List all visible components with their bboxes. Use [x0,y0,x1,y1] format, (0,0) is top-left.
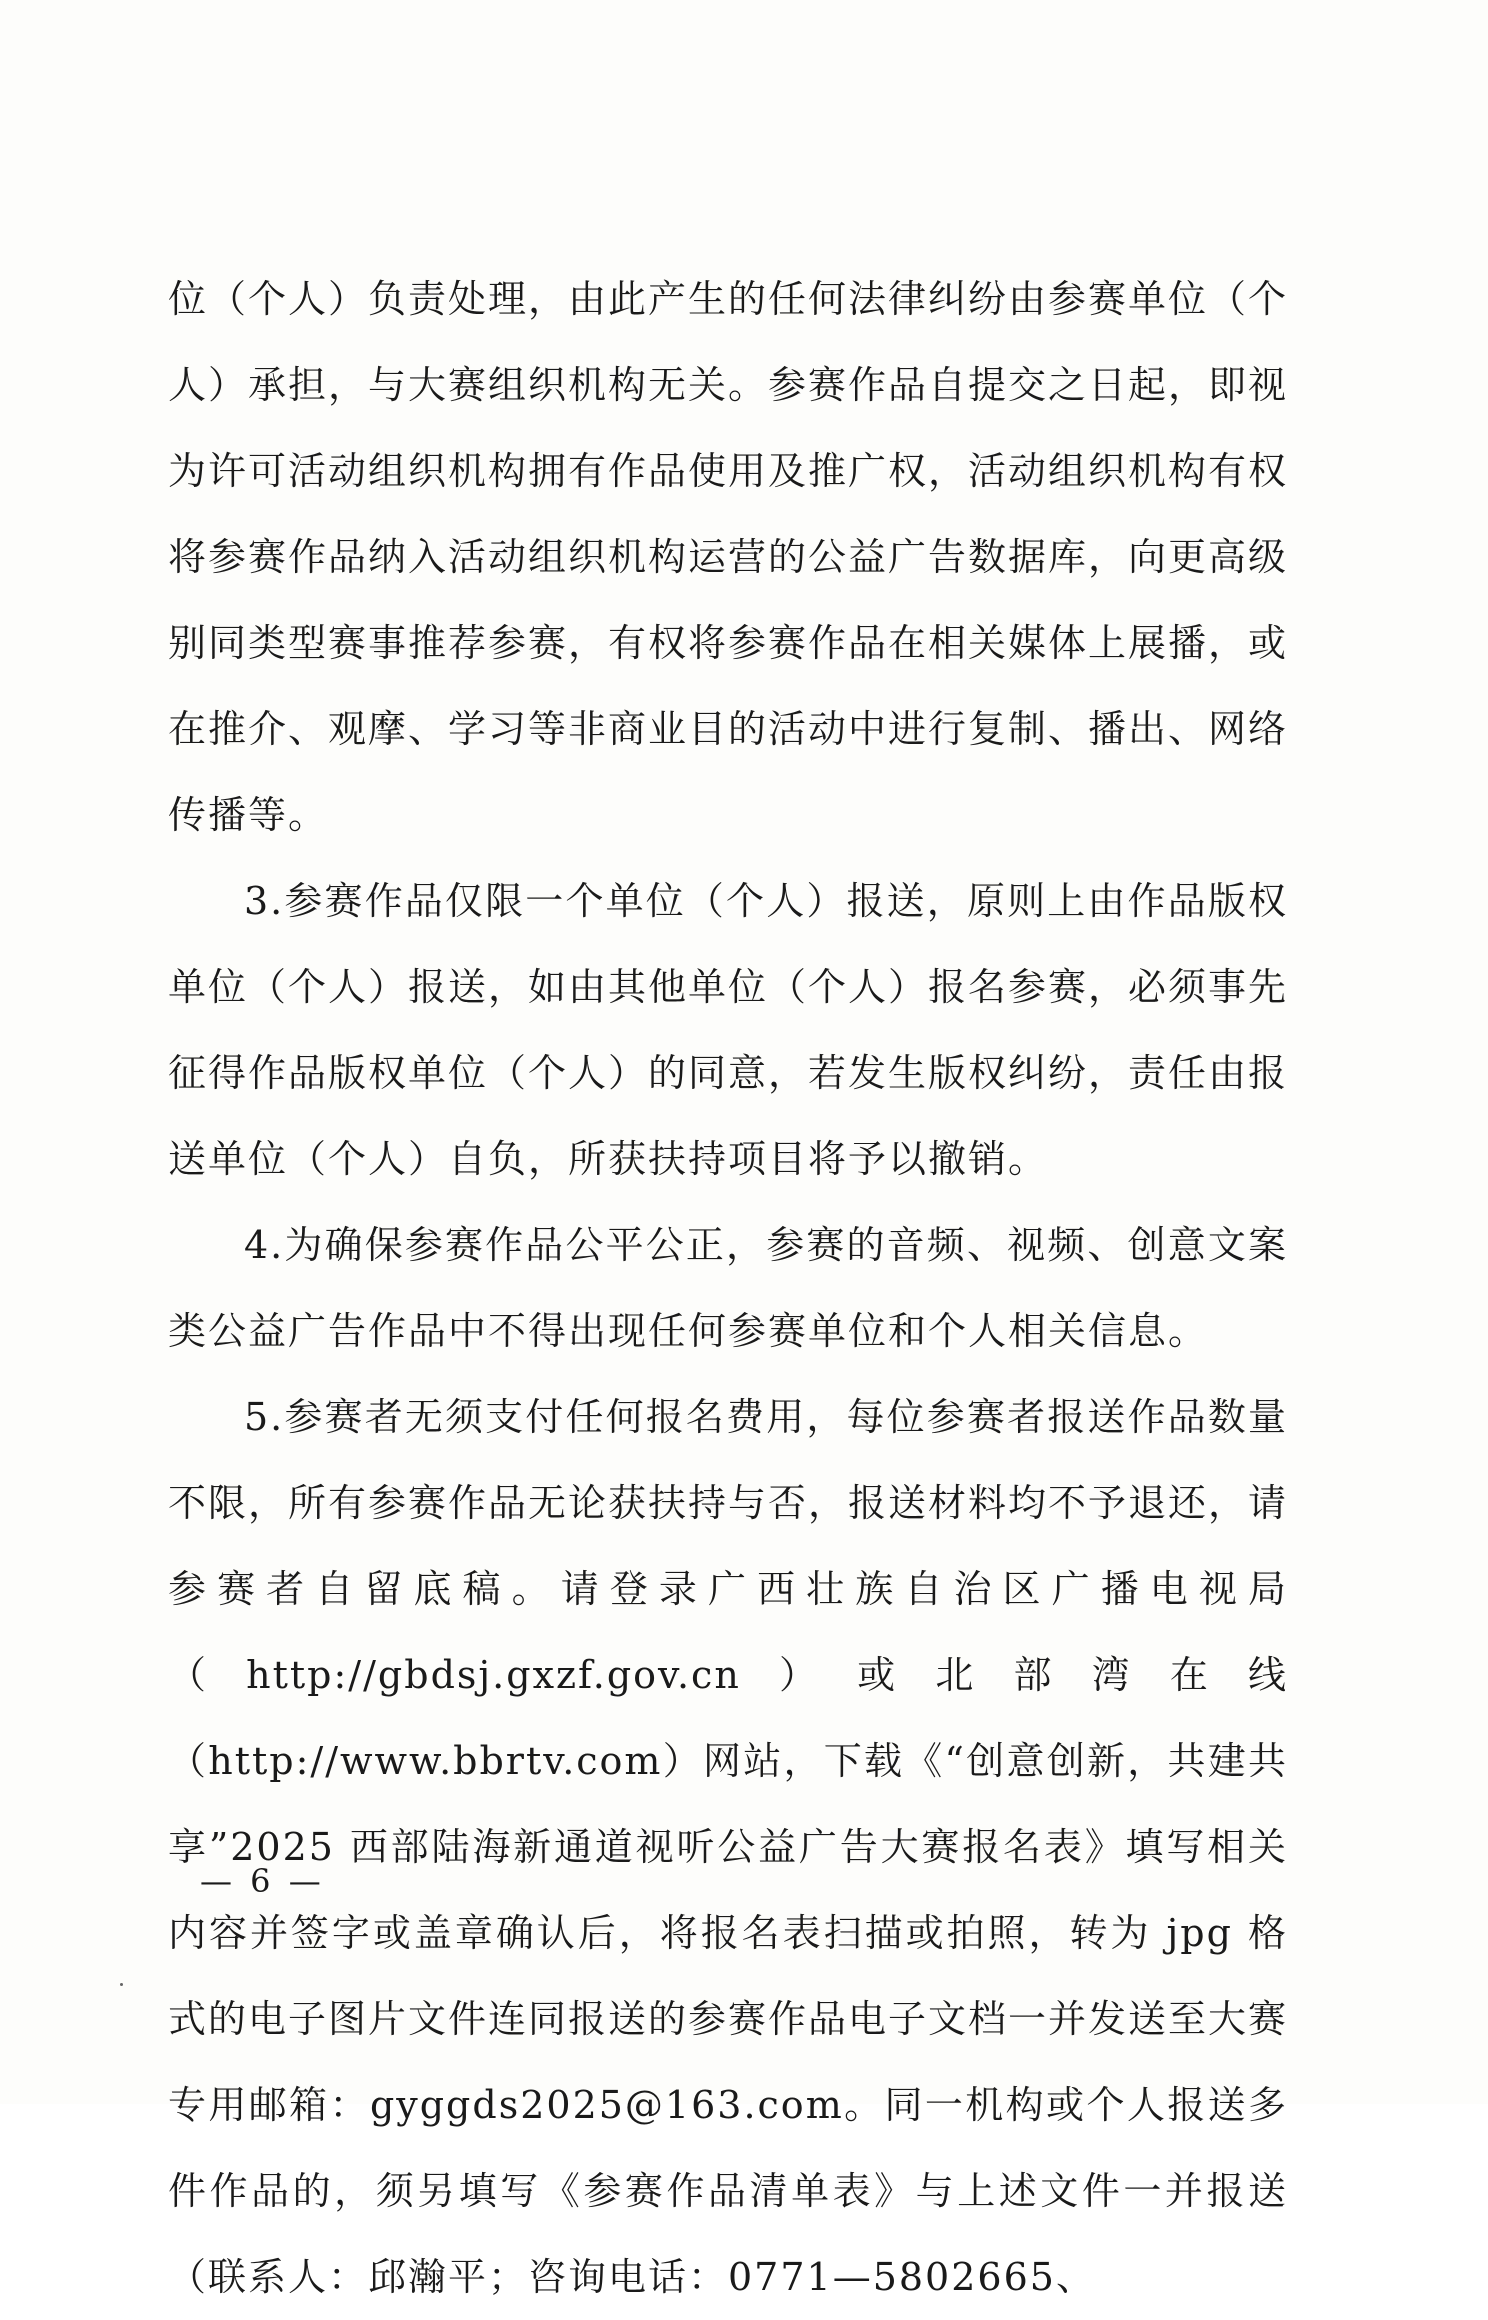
page-number: — 6 — [200,1862,325,1900]
paragraph-item-4: 4.为确保参赛作品公平公正，参赛的音频、视频、创意文案类公益广告作品中不得出现任何参赛单位和个人相关信息。 [168,1223,1288,1353]
scan-speck [120,1983,123,1986]
paragraph-item-5: 5.参赛者无须支付任何报名费用，每位参赛者报送作品数量不限，所有参赛作品无论获扶持与否，报送材料均不予退还，请参赛者自留底稿。请登录广西壮族自治区广播电视局（http://gbdsj.gxzf.gov.cn）或北部湾在线（http://www.bbrtv.com）网站，下载《“创意创新，共建共享”2025 西部陆海新通道视听公益广告大赛报名表》填写相关内容并签字或盖章确认后，将报名表扫描或拍照，转为 jpg 格式的电子图片文件连同报送的参赛作品电子文档一并发送至大赛专用邮箱：gyggds2025@163.com。同一机构或个人报送多件作品的，须另填写《参赛作品清单表》与上述文件一并报送（联系人：邱瀚平；咨询电话：0771—5802665、 [168,1395,1289,2299]
paragraph-continued-copyright: 位（个人）负责处理，由此产生的任何法律纠纷由参赛单位（个人）承担，与大赛组织机构无关。参赛作品自提交之日起，即视为许可活动组织机构拥有作品使用及推广权，活动组织机构有权将参赛作品纳入活动组织机构运营的公益广告数据库，向更高级别同类型赛事推荐参赛，有权将参赛作品在相关媒体上展播，或在推介、观摩、学习等非商业目的活动中进行复制、播出、网络传播等。 [168,277,1289,837]
document-body [168,256,1288,2320]
paragraph-item-3: 3.参赛作品仅限一个单位（个人）报送，原则上由作品版权单位（个人）报送，如由其他单位（个人）报名参赛，必须事先征得作品版权单位（个人）的同意，若发生版权纠纷，责任由报送单位（个人）自负，所获扶持项目将予以撤销。 [168,879,1289,1181]
